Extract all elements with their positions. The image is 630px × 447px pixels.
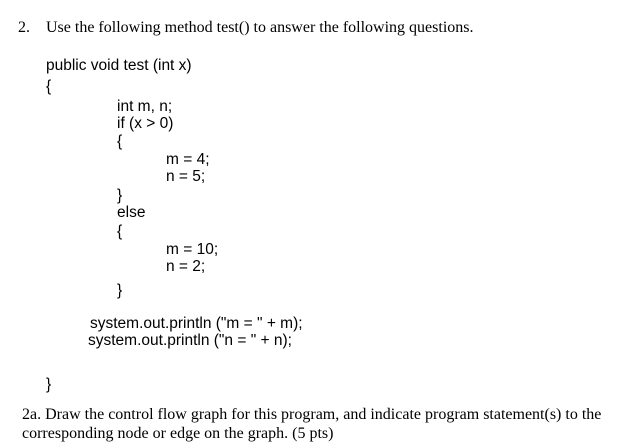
if-assign-m: m = 4;: [166, 151, 210, 168]
subquestion-line-2: corresponding node or edge on the graph. (5 pts): [22, 425, 334, 442]
subquestion-line-1: 2a. Draw the control flow graph for this program, and indicate program statement(s) to the: [22, 406, 602, 423]
else-close-brace: }: [117, 282, 123, 299]
else-assign-m: m = 10;: [166, 241, 219, 258]
method-open-brace: {: [46, 78, 52, 95]
method-signature: public void test (int x): [46, 57, 192, 74]
if-assign-n: n = 5;: [166, 168, 206, 185]
else-keyword: else: [117, 204, 146, 221]
method-close-brace: }: [46, 376, 52, 393]
question-number: 2.: [18, 19, 30, 36]
print-m-statement: system.out.println ("m = " + m);: [90, 315, 303, 332]
if-open-brace: {: [117, 133, 123, 150]
if-close-brace: }: [117, 187, 123, 204]
else-open-brace: {: [117, 223, 123, 240]
print-n-statement: system.out.println ("n = " + n);: [88, 332, 292, 349]
variable-declaration: int m, n;: [117, 98, 173, 115]
if-statement: if (x > 0): [117, 115, 174, 132]
else-assign-n: n = 2;: [166, 258, 206, 275]
question-text: Use the following method test() to answer the following questions.: [46, 19, 474, 36]
